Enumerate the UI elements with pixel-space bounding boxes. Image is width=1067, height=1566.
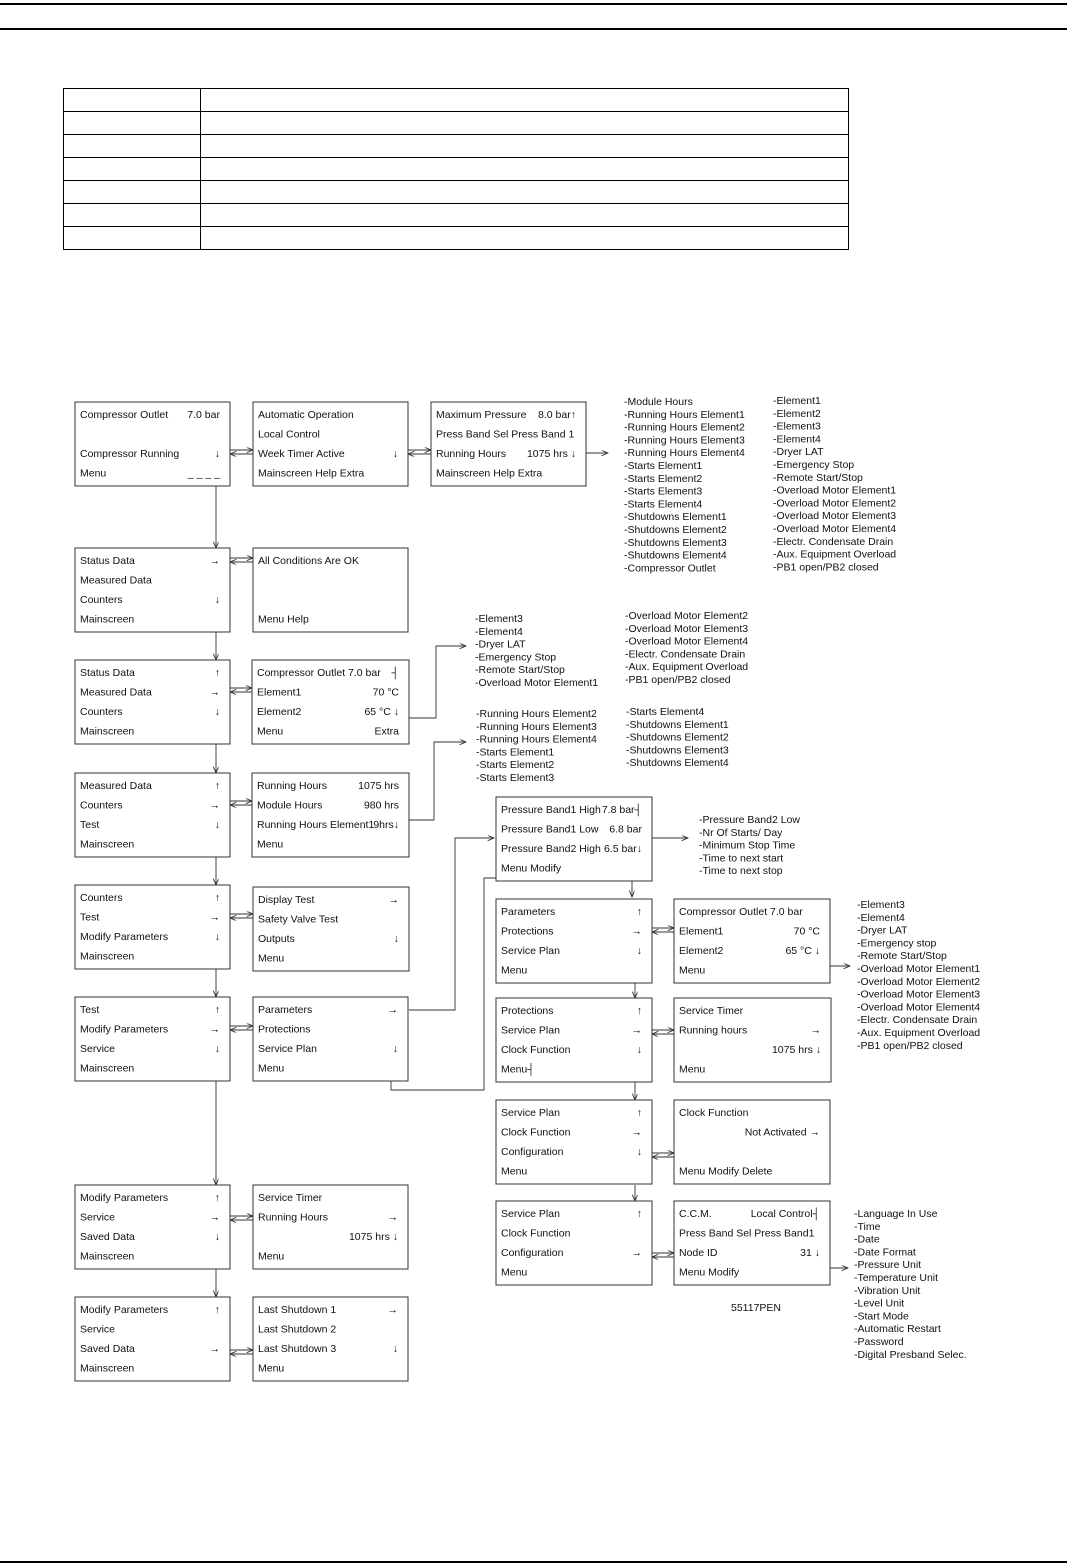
list-item: -Starts Element4 [624,498,703,511]
screen-line-label: Modify Parameters [80,1023,169,1036]
screen-menu1 [75,548,230,632]
list-item: -Running Hours Element4 [476,733,597,746]
screen-line-label: Compressor Outlet 7.0 bar [679,906,803,918]
screen-line-value: 8.0 bar↑ [538,409,576,421]
list-item: -Shutdowns Element1 [624,511,727,524]
list-item: -Shutdowns Element1 [626,718,729,731]
list-item: -Running Hours Element3 [476,720,597,733]
screen-line-label: Menu Modify [679,1266,740,1279]
screen-line-label: Last Shutdown 1 [258,1304,337,1316]
screen-line-value: ↑ [214,1192,220,1204]
screen-line-value: ↑ [636,1208,642,1220]
screen-line-label: Module Hours [257,799,323,812]
screen-line-label: Modify Parameters [80,1304,169,1316]
screen-line-value: → [387,1211,398,1224]
screen-line-label: Mainscreen [80,1062,135,1075]
list-item: -PB1 open/PB2 closed [625,674,731,686]
list-l_config [854,1208,967,1361]
screen-line-label: Menu Modify Delete [679,1165,773,1178]
screen-line-label: Status Data [80,667,135,679]
screen-status2 [431,402,586,486]
list-item: -Element4 [475,625,523,638]
screen-line-value: 7.8 bar┤ [601,804,642,816]
screen-line-value: ↓ [214,1043,220,1055]
list-item: -Overload Motor Element3 [625,622,749,635]
screen-pmenu3 [496,1100,652,1184]
screen-line-value: → [387,1004,398,1016]
screen-line-label: Menu [257,838,284,851]
list-item: -Running Hours Element4 [624,447,745,460]
screen-line-value: 31 ↓ [800,1247,820,1259]
screen-config [674,1201,830,1285]
list-item: -Overload Motor Element2 [773,497,897,510]
list-item: -Digital Presband Selec. [854,1348,967,1361]
screen-line-label: Menu [258,1362,285,1375]
screen-menu5 [75,997,230,1081]
connector-arrow [409,742,466,820]
screen-line-label: Last Shutdown 3 [258,1343,337,1355]
screen-line-label: Mainscreen [80,1250,135,1263]
screen-line-label: Maximum Pressure [436,409,527,421]
connector-arrow [408,646,466,718]
list-l_cntA [476,708,597,784]
list-item: -Aux. Equipment Overload [625,661,749,674]
list-item: -Starts Element2 [624,472,703,485]
screen-line-label: Outputs [258,933,295,945]
screen-line-label: Mainscreen [80,725,135,738]
list-item: -Minimum Stop Time [699,839,796,852]
screen-line-label: Menu [257,725,284,738]
screen-saved [253,1297,408,1381]
screen-line-label: Running Hours [257,780,328,792]
screen-line-value: ↓ [636,945,642,957]
screen-line-value: ↓ [636,1146,642,1158]
screen-line-label: Mainscreen [80,950,135,963]
screen-menu6 [75,1185,230,1269]
screen-line-label: Menu [679,1063,706,1076]
screen-line-value: ↑ [214,1304,220,1316]
list-item: -Temperature Unit [854,1272,939,1284]
screen-test [253,887,409,971]
screen-line-value: 1075 hrs ↓ [348,1231,398,1243]
screen-line-value: ↓ [392,448,398,460]
list-item: -Remote Start/Stop [475,664,565,677]
list-item: -Shutdowns Element4 [624,549,727,562]
screen-line-value: → [388,894,399,906]
screen-line-label: Menu┤ [501,1063,535,1076]
screen-line-label: Element1 [257,686,302,699]
screen-line-label: Pressure Band1 Low [501,823,599,836]
list-item: -Overload Motor Element1 [475,677,599,689]
screen-line-value: 70 °C [372,686,399,699]
screen-line-label: Parameters [258,1004,313,1016]
screen-line-value: → [209,1023,220,1036]
list-item: -Overload Motor Element1 [773,484,897,497]
screen-modify [253,997,408,1081]
screen-prot [674,899,830,983]
list-item: -Element3 [773,420,821,433]
list-item: -Starts Element1 [624,460,703,472]
list-item: -Shutdowns Element3 [624,536,727,549]
list-l_prot [857,899,980,1052]
list-item: -Element4 [773,433,821,446]
list-item: -Element2 [773,407,821,420]
screen-line-value: 6.8 bar [609,823,642,836]
screen-pmenu1 [496,899,652,983]
list-item: -Time to next stop [699,865,783,878]
screen-line-value: → [209,1343,220,1355]
screen-line-value: → [209,799,220,812]
list-item: -Electr. Condensate Drain [773,535,894,548]
list-item: -Overload Motor Element2 [857,975,981,988]
list-item: -Shutdowns Element3 [626,744,729,757]
list-item: -Shutdowns Element2 [624,524,727,536]
screen-line-label: Mainscreen [80,1362,135,1375]
screen-line-label: Counters [80,892,123,904]
screen-line-label: Test [80,1004,100,1016]
screen-line-label: Week Timer Active [258,448,345,460]
list-item: -Emergency stop [857,937,937,950]
screen-line-label: Saved Data [80,1343,135,1355]
screen-line-label: Menu Modify [501,862,562,875]
screen-pmenu4 [496,1201,652,1285]
list-item: -Shutdowns Element4 [626,757,729,770]
list-item: -Remote Start/Stop [857,950,947,963]
screen-stimer [674,998,831,1082]
screen-line-value: 70 °C [793,925,820,938]
screen-menu4 [75,885,230,969]
screen-line-value: ↑ [214,780,220,792]
list-item: -Emergency Stop [475,651,557,664]
screen-line-label: C.C.M. [679,1208,712,1220]
screen-line-label: Service Timer [679,1005,744,1017]
figure-id: 55117PEN [731,1302,782,1314]
screen-line-label: Saved Data [80,1231,135,1243]
screen-line-label: Test [80,819,100,831]
screen-line-label: Pressure Band2 High [501,843,601,855]
screen-line-value: ↑ [636,906,642,918]
screen-line-value: ↓ [636,1044,642,1056]
screen-line-label: Counters [80,594,123,606]
screen-line-label: Clock Function [501,1126,571,1139]
screen-line-label: Measured Data [80,686,152,699]
screen-menu7 [75,1297,230,1381]
screen-line-value: ┤ [391,667,399,679]
list-item: -Element4 [857,911,905,924]
list-item: -Automatic Restart [854,1323,941,1336]
screen-line-label: Mainscreen [80,613,135,626]
screen-line-label: Press Band Sel Press Band 1 [436,428,575,441]
screen-line-value: 7.0 bar [187,409,220,421]
screen-line-label: Compressor Running [80,448,180,460]
screen-main [75,402,230,486]
list-item: -Overload Motor Element4 [857,1001,981,1014]
screen-line-label: Configuration [501,1247,564,1259]
screen-line-label: Service [80,1043,116,1055]
list-item: -Dryer LAT [773,446,824,459]
screen-line-label: Service [80,1323,116,1336]
screen-line-value: 65 °C ↓ [785,945,820,957]
screen-line-value: ↓ [392,1043,398,1055]
list-item: -Language In Use [854,1208,938,1220]
screen-line-value: → [631,1247,642,1259]
list-item: -Pressure Unit [854,1259,922,1272]
list-item: -Electr. Condensate Drain [625,648,746,661]
screen-line-label: Last Shutdown 2 [258,1323,337,1336]
list-item: -Running Hours Element1 [624,408,745,421]
screen-line-value: → [631,925,642,938]
list-item: -Starts Element3 [624,485,703,498]
list-item: -Emergency Stop [773,459,855,471]
list-item: -Nr Of Starts/ Day [699,826,783,839]
screen-line-label: Measured Data [80,574,152,587]
list-l_measA [475,613,598,689]
screen-line-label: Pressure Band1 High [501,804,601,816]
list-item: -Overload Motor Element2 [625,610,749,622]
screen-line-value: Local Control┤ [750,1208,820,1220]
screen-clock [674,1100,830,1184]
screen-line-label: Mainscreen Help Extra [436,467,543,480]
screen-line-label: Menu [501,1266,528,1279]
list-item: -Starts Element1 [476,746,555,759]
list-item: -Overload Motor Element4 [773,523,897,535]
screen-line-label: Mainscreen [80,838,135,851]
screen-service [253,1185,408,1269]
screen-line-label: All Conditions Are OK [258,555,359,567]
screen-line-label: Service Plan [501,1024,560,1037]
screen-line-label: Clock Function [679,1107,749,1119]
screen-line-value: 980 hrs [363,799,399,812]
screen-line-label: Test [80,911,100,924]
list-l_topB [773,395,896,573]
screen-line-label: Protections [501,1005,554,1017]
screen-line-value: ↑ [214,667,220,679]
screen-line-label: Service Plan [501,1107,560,1119]
list-item: -Time to next start [699,852,784,865]
list-item: -Overload Motor Element1 [857,963,981,975]
screen-line-value: 65 °C ↓ [364,706,399,718]
list-item: -Dryer LAT [475,638,526,651]
screen-line-value: → [209,911,220,924]
screen-line-label: Running Hours [258,1211,329,1224]
list-item: -Pressure Band2 Low [699,814,800,826]
screen-line-label: Menu [258,952,285,965]
screen-line-label: Modify Parameters [80,931,169,943]
list-item: -Element3 [475,613,523,625]
list-item: -Date Format [854,1246,916,1259]
screen-line-value: → [810,1024,821,1037]
screen-line-label: Service Timer [258,1192,323,1204]
screen-line-value: → [209,686,220,699]
screen-line-label: Node ID [679,1247,718,1259]
screen-line-label: Counters [80,706,123,718]
screen-line-label: Counters [80,799,123,812]
screen-line-value: ↓ [214,594,220,606]
list-item: -Starts Element3 [476,772,555,784]
screen-line-label: Status Data [80,555,135,567]
list-item: -Password [854,1336,904,1348]
list-item: -Starts Element2 [476,759,555,772]
list-l_measB [625,610,748,686]
list-item: -Date [854,1233,880,1246]
list-item: -Time [854,1220,881,1233]
screen-line-label: Running Hours Element1 [257,819,375,831]
screen-line-label: Menu Help [258,613,309,626]
screen-line-label: Press Band Sel Press Band1 [679,1227,815,1240]
screen-line-label: Protections [501,925,554,938]
screen-line-value: 6.5 bar↓ [604,843,642,855]
screen-line-label: Menu [679,964,706,977]
list-item: -Compressor Outlet [624,562,716,575]
screen-line-label: Display Test [258,894,315,906]
connector-arrow [409,838,494,1010]
list-item: -Remote Start/Stop [773,471,863,484]
screen-line-label: Measured Data [80,780,152,792]
list-item: -Starts Element4 [626,706,705,718]
list-l_cntB [626,706,729,769]
list-item: -PB1 open/PB2 closed [857,1039,963,1052]
screen-line-label: Element1 [679,925,724,938]
list-item: -Aux. Equipment Overload [773,548,897,561]
screen-line-value: → [631,1024,642,1037]
screen-line-label: Protections [258,1023,311,1036]
list-item: -Dryer LAT [857,924,908,937]
list-item: -Start Mode [854,1310,909,1323]
screen-line-value: 9hrs↓ [373,819,399,831]
screen-status1 [253,402,408,486]
screen-line-value: → [209,555,220,567]
screen-line-label: Element2 [257,706,302,718]
screen-menu3 [75,773,230,857]
screen-line-value: ↓ [214,819,220,831]
screen-line-value: 1075 hrs ↓ [771,1044,821,1056]
screen-line-value: ↓ [393,933,399,945]
screen-line-label: Service Plan [258,1043,317,1055]
screen-line-label: Configuration [501,1146,564,1158]
screen-line-label: Parameters [501,906,556,918]
screen-line-value: Not Activated → [744,1126,820,1139]
screen-pmenu2 [496,998,652,1082]
screen-line-value: ↓ [214,1231,220,1243]
screen-line-label: Service Plan [501,1208,560,1220]
screen-line-label: Running hours [679,1024,748,1037]
screen-line-label: Clock Function [501,1044,571,1056]
screen-menu2 [75,660,230,744]
screen-line-value: ↑ [214,892,220,904]
screen-line-value: ↓ [214,448,220,460]
list-item: -Element3 [857,899,905,911]
list-item: -Overload Motor Element3 [857,988,981,1001]
screen-line-label: Safety Valve Test [258,913,339,926]
list-l_topA [624,396,745,574]
screen-line-value: 1075 hrs ↓ [526,448,576,460]
screen-line-value: ↑ [214,1004,220,1016]
list-item: -Module Hours [624,396,693,408]
screen-line-label: Modify Parameters [80,1192,169,1204]
screen-line-label: Menu [258,1250,285,1263]
list-item: -Overload Motor Element4 [625,635,749,648]
screen-line-value: ↑ [636,1107,642,1119]
screen-line-label: Local Control [258,428,320,441]
list-item: -Electr. Condensate Drain [857,1014,978,1027]
screen-line-value: ↑ [636,1005,642,1017]
screen-line-label: Running Hours [436,448,507,460]
screen-line-value: 1075 hrs [358,780,399,792]
list-l_pband [699,814,800,877]
screen-line-value: → [387,1304,398,1316]
screen-counters [252,773,409,857]
screen-line-value: _ _ _ _ [187,467,220,480]
screen-line-label: Menu [258,1062,285,1075]
screen-line-label: Element2 [679,945,724,957]
screen-line-label: Mainscreen Help Extra [258,467,365,480]
list-item: -Running Hours Element2 [624,421,745,434]
screen-cond [253,548,408,632]
list-item: -Element1 [773,395,821,407]
screen-line-value: → [631,1126,642,1139]
screen-line-label: Compressor Outlet [80,409,169,421]
screen-line-label: Menu [501,964,528,977]
screen-meas [252,660,409,744]
list-item: -Aux. Equipment Overload [857,1027,981,1039]
screen-line-value: Extra [374,725,399,738]
list-item: -Running Hours Element2 [476,708,597,720]
screen-line-label: Service [80,1211,116,1224]
screen-line-value: ↓ [214,706,220,718]
screen-line-label: Clock Function [501,1227,571,1240]
screen-line-value: ↓ [214,931,220,943]
screen-line-label: Service Plan [501,945,560,957]
screen-line-label: Compressor Outlet 7.0 bar [257,667,381,679]
screen-line-label: Menu [80,467,107,480]
list-item: -PB1 open/PB2 closed [773,561,879,574]
screen-line-label: Menu [501,1165,528,1178]
screen-line-value: ↓ [392,1343,398,1355]
screen-pband [496,797,652,881]
list-item: -Running Hours Element3 [624,434,745,447]
list-item: -Overload Motor Element3 [773,510,897,523]
list-item: -Level Unit [854,1297,905,1310]
screen-line-value: → [209,1211,220,1224]
screen-line-label: Automatic Operation [258,409,354,421]
list-item: -Vibration Unit [854,1284,921,1297]
list-item: -Shutdowns Element2 [626,731,729,744]
